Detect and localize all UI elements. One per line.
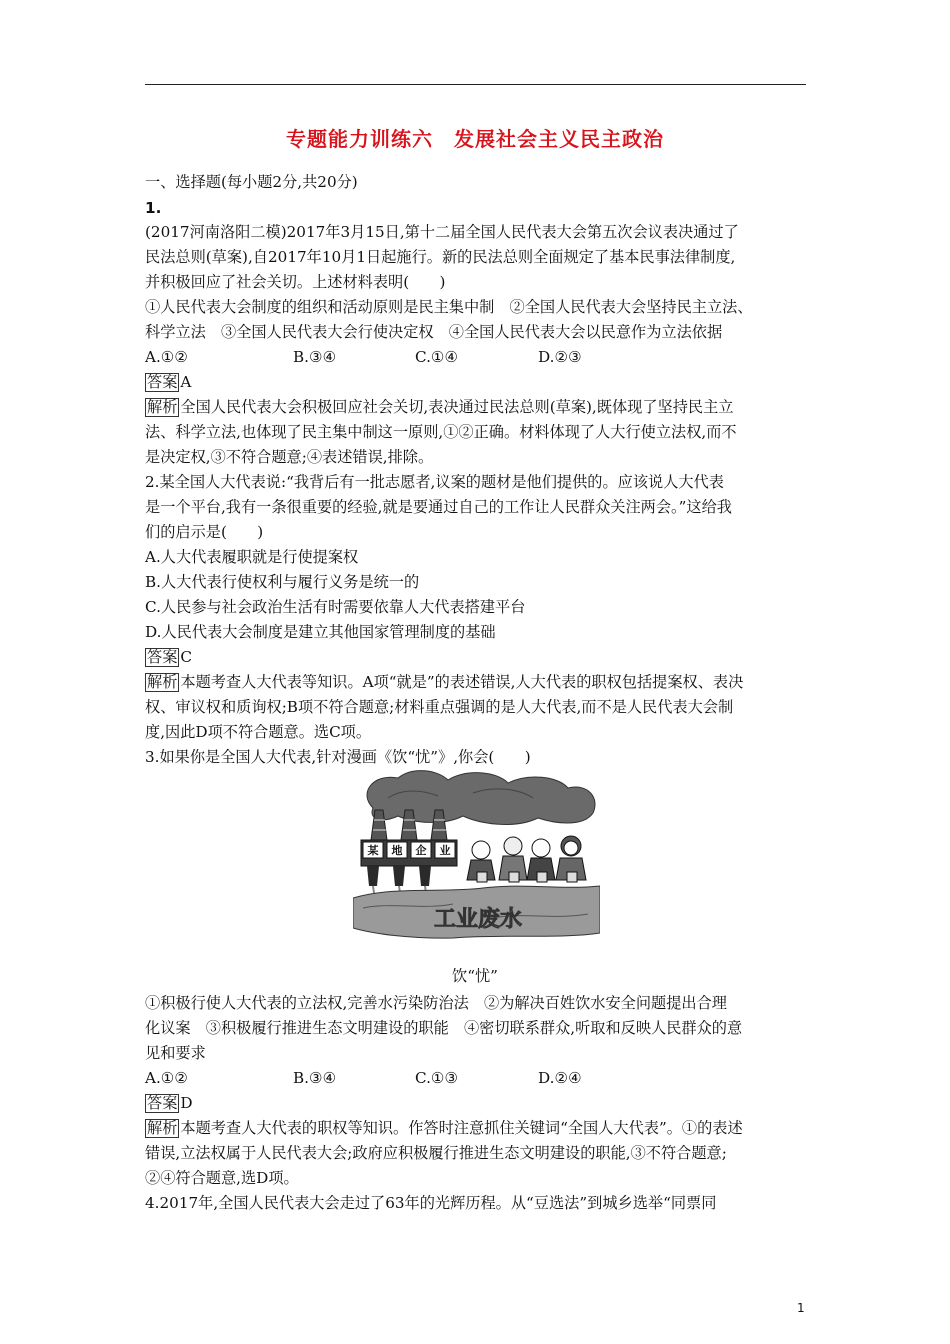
q3-option-d: D.②④ — [538, 1069, 582, 1087]
answer-label: 答案 — [147, 1094, 178, 1112]
q3-analysis-line: ②④符合题意,选D项。 — [145, 1169, 299, 1187]
q1-analysis-line — [145, 397, 733, 417]
header-rule — [145, 84, 806, 85]
q1-option-a: A.①② — [145, 348, 189, 366]
q3-option-a: A.①② — [145, 1069, 189, 1087]
q3-options — [145, 1068, 582, 1088]
q3-option-c: C.①③ — [415, 1069, 459, 1087]
q4-stem: 4.2017年,全国人民代表大会走过了63年的光辉历程。从“豆选法”到城乡选举“同票同 — [145, 1194, 717, 1212]
analysis-label: 解析 — [147, 1119, 178, 1137]
sign-char: 业 — [439, 844, 451, 857]
q3-analysis-line: 错误,立法权属于人民代表大会;政府应积极履行推进生态文明建设的职能,③不符合题意; — [145, 1144, 727, 1162]
section-heading: 一、选择题(每小题2分,共20分) — [145, 173, 358, 191]
analysis-text: 全国人民代表大会积极回应社会关切,表决通过民法总则(草案),既体现了坚持民主立 — [180, 398, 734, 416]
q1-analysis-line: 法、科学立法,也体现了民主集中制这一原则,①②正确。材料体现了人大行使立法权,而不 — [145, 423, 737, 441]
cartoon-caption: 饮“忧” — [452, 967, 498, 985]
q2-answer — [145, 647, 192, 667]
q3-answer — [145, 1093, 193, 1113]
analysis-label: 解析 — [147, 673, 178, 691]
answer-value: D — [180, 1094, 193, 1112]
q3-stem: 3.如果你是全国人大代表,针对漫画《饮“忧”》,你会( ) — [145, 748, 531, 766]
q1-option-c: C.①④ — [415, 348, 459, 366]
q1-number: 1. — [145, 199, 162, 217]
q2-option-b: B.人大代表行使权利与履行义务是统一的 — [145, 573, 420, 591]
page-number: 1 — [797, 1301, 805, 1315]
q2-analysis-line: 度,因此D项不符合题意。选C项。 — [145, 723, 372, 741]
q1-options — [145, 347, 582, 367]
q1-stem-line: (2017河南洛阳二模)2017年3月15日,第十二届全国人民代表大会第五次会议表决通过了 — [145, 223, 739, 241]
sign-char: 企 — [415, 844, 427, 857]
q1-stem-line: 民法总则(草案),自2017年10月1日起施行。新的民法总则全面规定了基本民事法律制度, — [145, 248, 736, 266]
answer-value: C — [180, 648, 192, 666]
q2-stem-line: 是一个平台,我有一条很重要的经验,就是要通过自己的工作让人民群众关注两会。”这给我 — [145, 498, 732, 516]
q2-option-a: A.人大代表履职就是行使提案权 — [145, 548, 359, 566]
q3-option-b: B.③④ — [293, 1069, 337, 1087]
q1-option-d: D.②③ — [538, 348, 582, 366]
analysis-text: 本题考查人大代表的职权等知识。作答时注意抓住关键词“全国人大代表”。①的表述 — [180, 1119, 743, 1137]
q2-analysis-line: 权、审议权和质询权;B项不符合题意;材料重点强调的是人大代表,而不是人民代表大会制 — [145, 698, 734, 716]
q1-option-b: B.③④ — [293, 348, 337, 366]
q1-stem-line: 并积极回应了社会关切。上述材料表明( ) — [145, 273, 446, 291]
q3-item-line: 化议案 ③积极履行推进生态文明建设的职能 ④密切联系群众,听取和反映人民群众的意 — [145, 1019, 743, 1037]
q1-answer — [145, 372, 191, 392]
analysis-text: 本题考查人大代表等知识。A项“就是”的表述错误,人大代表的职权包括提案权、表决 — [180, 673, 744, 691]
q2-stem-line: 们的启示是( ) — [145, 523, 264, 541]
answer-label: 答案 — [147, 373, 178, 391]
q1-item-line: ①人民代表大会制度的组织和活动原则是民主集中制 ②全国人民代表大会坚持民主立法、 — [145, 298, 753, 316]
q2-option-d: D.人民代表大会制度是建立其他国家管理制度的基础 — [145, 623, 496, 641]
pollution-cartoon — [353, 768, 600, 939]
answer-value: A — [180, 373, 192, 391]
cartoon-water-label: 工业废水 — [433, 907, 523, 932]
q2-stem-line: 2.某全国人大代表说:“我背后有一批志愿者,议案的题材是他们提供的。应该说人大代表 — [145, 473, 724, 491]
q2-analysis-line — [145, 672, 743, 692]
q1-item-line: 科学立法 ③全国人民代表大会行使决定权 ④全国人民代表大会以民意作为立法依据 — [145, 323, 723, 341]
sign-char: 某 — [367, 844, 379, 857]
q3-item-line: ①积极行使人大代表的立法权,完善水污染防治法 ②为解决百姓饮水安全问题提出合理 — [145, 994, 727, 1012]
q3-item-line: 见和要求 — [145, 1044, 206, 1062]
sign-char: 地 — [391, 844, 403, 857]
q1-analysis-line: 是决定权,③不符合题意;④表述错误,排除。 — [145, 448, 434, 466]
answer-label: 答案 — [147, 648, 178, 666]
analysis-label: 解析 — [147, 398, 178, 416]
q2-option-c: C.人民参与社会政治生活有时需要依靠人大代表搭建平台 — [145, 598, 526, 616]
page-title: 专题能力训练六 发展社会主义民主政治 — [286, 127, 664, 151]
q3-analysis-line — [145, 1118, 743, 1138]
